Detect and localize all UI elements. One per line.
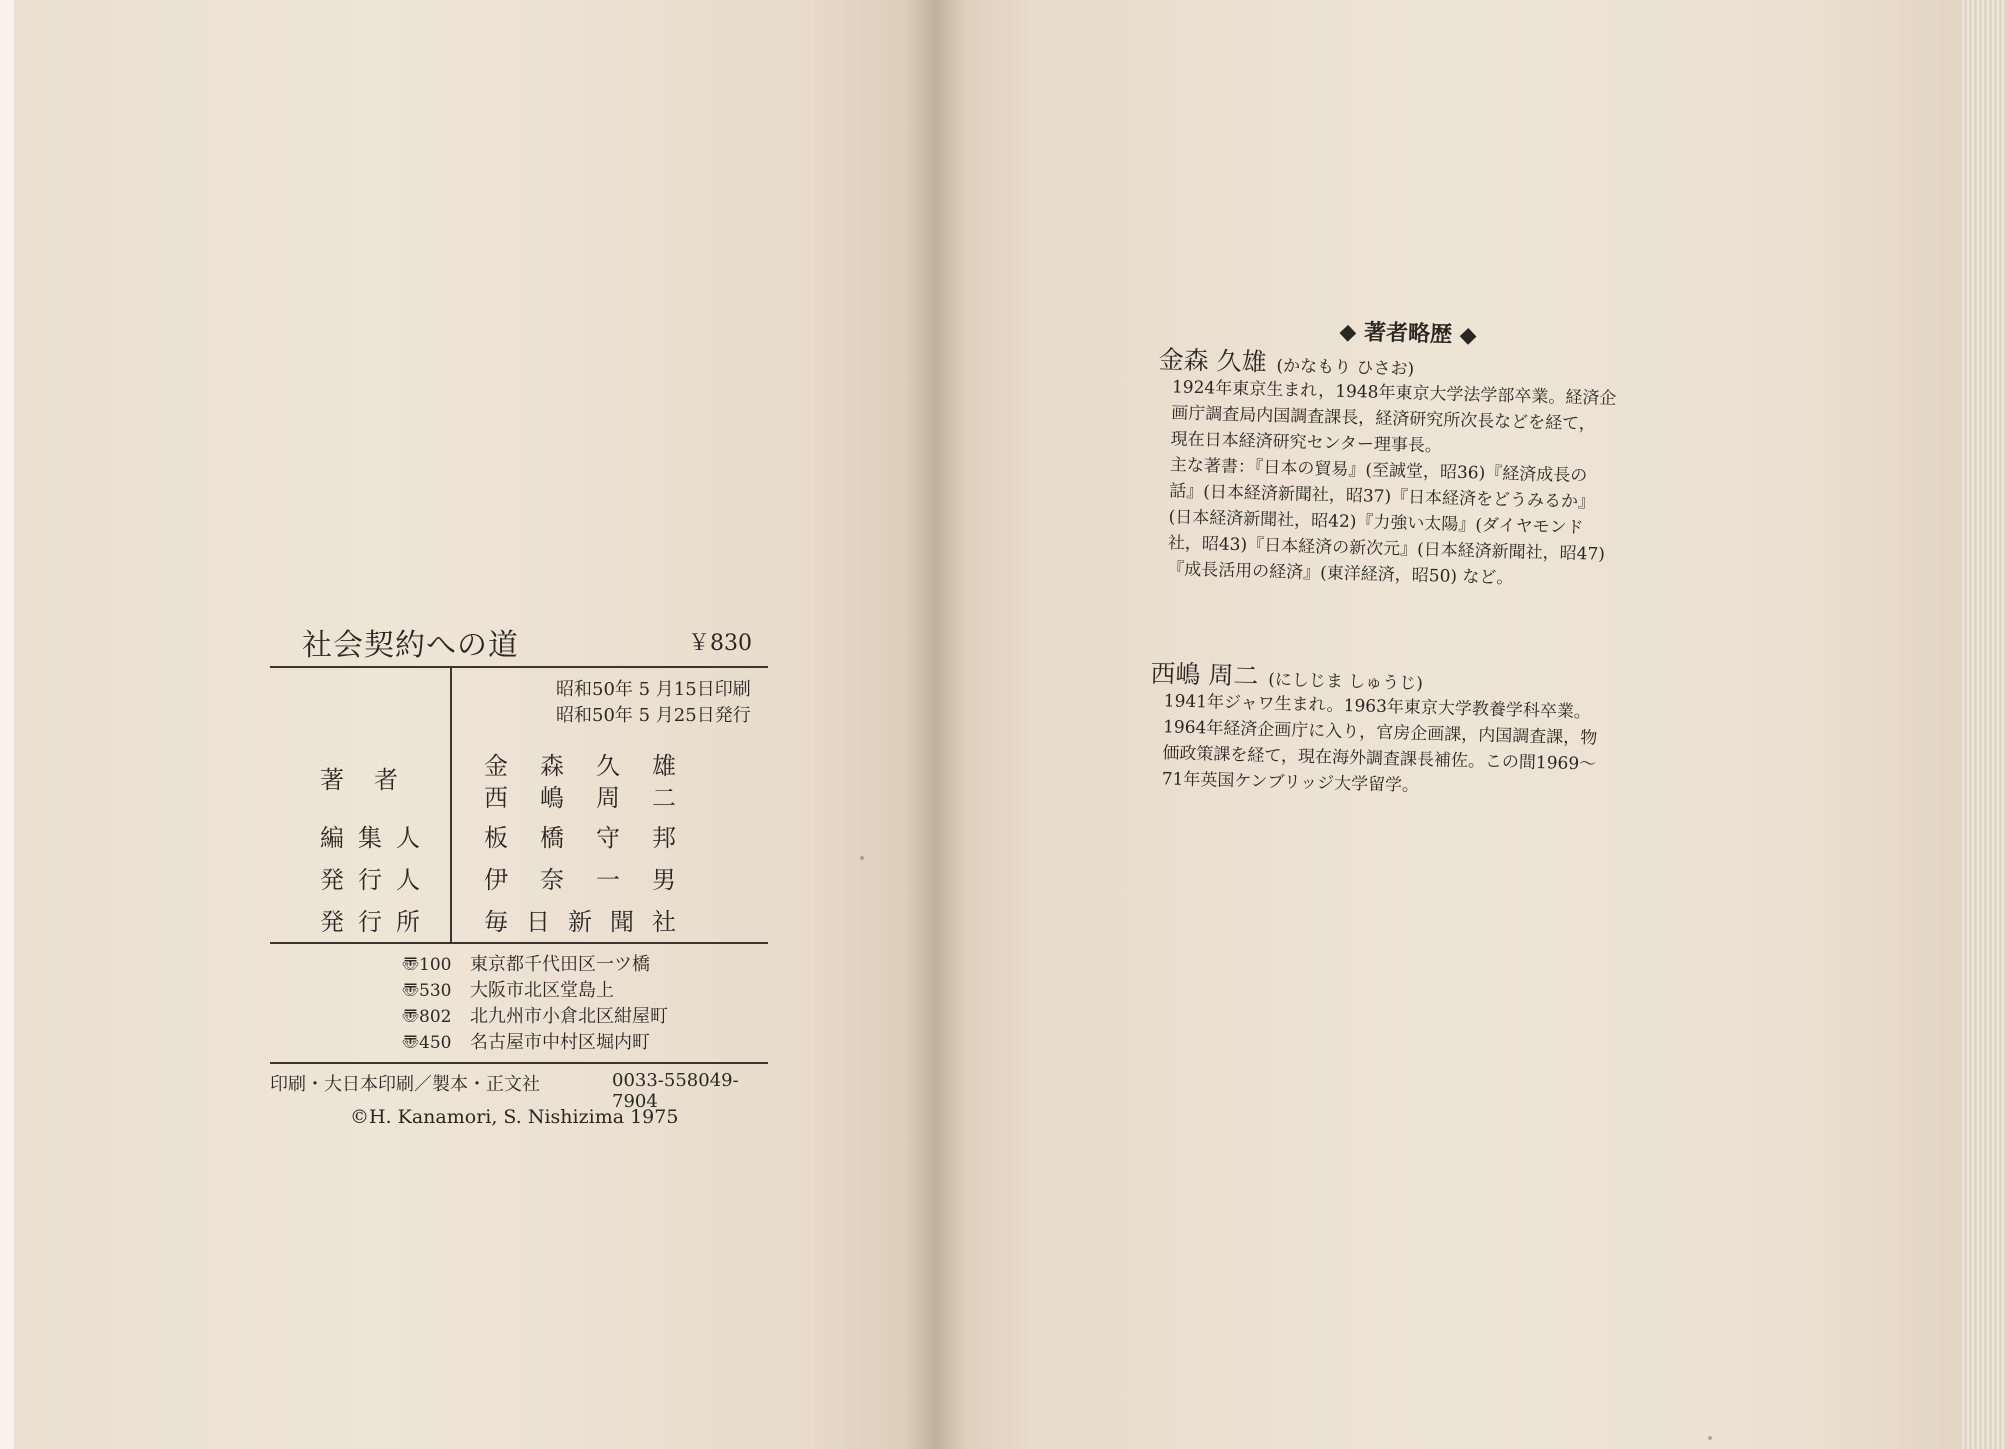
address-row [402, 950, 650, 976]
page-edges [1962, 0, 2007, 1449]
left-page [14, 0, 930, 1449]
rule-vertical [450, 666, 452, 942]
zip-code: 〠450 [402, 1033, 452, 1053]
bio-author-text: 1941年ジャワ生まれ。1963年東京大学教養学科卒業。 1964年経済企画庁に入り，官房企画課，内国調査課，物 価政策課を経て，現在海外調査課長補佐。この間1969～ 71年英国ケンブリッジ大学留学。 [1161, 691, 1598, 796]
author-kana: (にしじま しゅうじ) [1268, 669, 1424, 695]
publish-date: 昭和50年 5 月25日発行 [556, 705, 751, 726]
book-gutter [905, 0, 965, 1449]
bio-author-text: 1924年東京生まれ，1948年東京大学法学部卒業。経済企 画庁調査局内国調査課長，経済研究所次長などを経て， 現在日本経済研究センター理事長。 主な著書：『日本の貿易』(至誠堂，昭36)『経済成長の 話』(日本経済新聞社，昭37)『日本経済をどうみるか』 (日本経済新聞社，昭42)『力強い太陽』(ダイヤモンド 社，昭43)『日本経済の新次元』(日本経済新聞社，昭47) 『成長活用の経済』(東洋経済，昭50) など。 [1166, 377, 1617, 589]
editor-name: 板橋守邦 [484, 824, 708, 852]
role-author: 著者 [320, 766, 428, 794]
author-name: 金森 久雄 [1158, 344, 1267, 377]
address-row [402, 976, 614, 1002]
rule-middle [270, 942, 768, 944]
rule-bottom [270, 1062, 768, 1064]
author-kana: (かなもり ひさお) [1276, 356, 1415, 380]
role-publishing-house: 発行所 [320, 908, 434, 936]
paper-speck [1708, 1436, 1712, 1440]
print-date: 昭和50年 5 月15日印刷 [556, 679, 751, 700]
publisher-name: 伊奈一男 [484, 866, 708, 894]
author-name-2: 西嶋周二 [484, 784, 708, 812]
address-text: 東京都千代田区一ツ橋 [470, 954, 650, 975]
zip-code: 〠802 [402, 1007, 452, 1027]
publishing-house-name: 毎日新聞社 [484, 908, 694, 936]
zip-code: 〠530 [402, 981, 452, 1001]
book-title: 社会契約への道 [302, 628, 519, 663]
author-name: 西嶋 周二 [1150, 658, 1259, 691]
copyright: ©H. Kanamori, S. Nishizima 1975 [350, 1106, 679, 1128]
address-text: 北九州市小倉北区紺屋町 [470, 1006, 668, 1027]
bio-heading: ◆ 著者略歴 ◆ [1339, 318, 1477, 349]
role-publisher: 発行人 [320, 866, 434, 894]
book-code: 0033-558049-7904 [612, 1070, 739, 1112]
address-text: 大阪市北区堂島上 [470, 980, 614, 1001]
role-editor: 編集人 [320, 824, 434, 852]
rule-top [270, 666, 768, 668]
address-row [402, 1002, 668, 1028]
zip-code: 〠100 [402, 955, 452, 975]
paper-speck [860, 856, 864, 860]
printer-info: 印刷・大日本印刷／製本・正文社 [270, 1074, 540, 1095]
address-text: 名古屋市中村区堀内町 [470, 1032, 650, 1053]
address-row [402, 1028, 650, 1054]
colophon-header [270, 620, 770, 663]
author-name-1: 金森久雄 [484, 752, 708, 780]
book-price: ￥830 [688, 631, 752, 656]
